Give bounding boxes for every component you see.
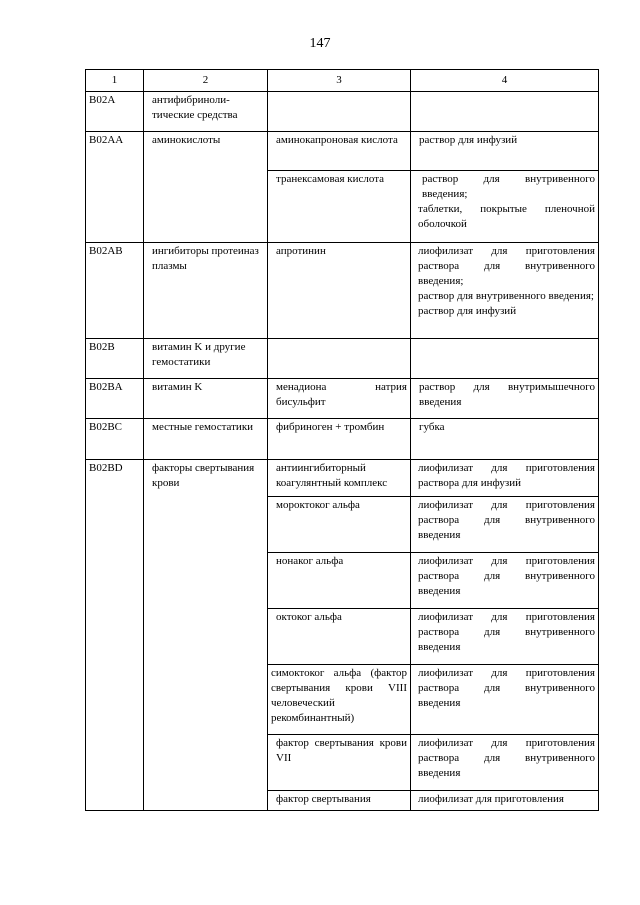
- dosage-form-text: раствор для инфузий: [418, 305, 517, 317]
- group-cell: аминокислоты: [144, 132, 268, 243]
- dosage-form-text: лиофилизат для приготовления: [418, 793, 564, 805]
- dosage-form-cell: [411, 171, 599, 243]
- atc-code-cell: B02BD: [86, 460, 144, 811]
- drug-name-cell: апротинин: [268, 243, 411, 339]
- header-cell-4: 4: [411, 70, 599, 92]
- drug-name-cell: [268, 339, 411, 379]
- dosage-form-text: лиофилизат для приготовления раствора для внутривенного введения: [418, 611, 595, 653]
- dosage-form-text: раствор для внутривенного введения;: [418, 290, 594, 302]
- group-text: антифибриноли- тические средства: [152, 94, 238, 121]
- atc-code-cell: B02AB: [86, 243, 144, 339]
- header-cell-2: 2: [144, 70, 268, 92]
- dosage-form-text: лиофилизат для приготовления раствора для инфузий: [418, 462, 595, 489]
- table-row: [86, 243, 599, 339]
- table-row: [86, 379, 599, 419]
- dosage-form-text: лиофилизат для приготовления раствора для внутривенного введения: [418, 499, 595, 541]
- group-cell: факторы свертывания крови: [144, 460, 268, 811]
- group-cell: витамин K: [144, 379, 268, 419]
- dosage-form-cell: [411, 132, 599, 171]
- dosage-form-cell: [411, 339, 599, 379]
- atc-code-cell: B02A: [86, 92, 144, 132]
- header-cell-3: 3: [268, 70, 411, 92]
- table-row: [86, 132, 599, 171]
- dosage-form-text: таблетки, покрытые пленочной оболочкой: [418, 203, 595, 230]
- drug-name-cell: транексамовая кислота: [268, 171, 411, 243]
- drug-name-cell: антиингибиторный коагулянтный комплекс: [268, 460, 411, 497]
- atc-code-cell: B02BA: [86, 379, 144, 419]
- atc-code-cell: B02B: [86, 339, 144, 379]
- drug-name-cell: октоког альфа: [268, 609, 411, 665]
- table-header-row: [86, 70, 599, 92]
- dosage-form-text: раствор для внутримышечного введения: [419, 381, 595, 408]
- dosage-form-cell: [411, 735, 599, 791]
- drug-name-cell: менадиона натрия бисульфит: [268, 379, 411, 419]
- drug-name-cell: фактор свертывания крови VII: [268, 735, 411, 791]
- drug-name-cell: [268, 92, 411, 132]
- drug-name-cell: фактор свертывания: [268, 791, 411, 811]
- drug-table: [85, 69, 599, 811]
- atc-code-cell: B02BC: [86, 419, 144, 460]
- table-row: [86, 92, 599, 132]
- dosage-form-text: раствор для внутривенного введения;: [422, 173, 595, 200]
- atc-code-cell: B02AA: [86, 132, 144, 243]
- dosage-form-text: лиофилизат для приготовления раствора для внутривенного введения;: [418, 245, 595, 287]
- group-cell: местные гемостатики: [144, 419, 268, 460]
- group-cell: [144, 92, 268, 132]
- drug-name-cell: фибриноген + тромбин: [268, 419, 411, 460]
- dosage-form-cell: [411, 460, 599, 497]
- group-cell: витамин K и другие гемостатики: [144, 339, 268, 379]
- table-row: [86, 339, 599, 379]
- group-cell: ингибиторы протеиназ плазмы: [144, 243, 268, 339]
- dosage-form-text: лиофилизат для приготовления раствора для внутривенного введения: [418, 555, 595, 597]
- dosage-form-cell: [411, 609, 599, 665]
- dosage-form-cell: [411, 243, 599, 339]
- drug-name-cell: симоктоког альфа (фактор свертывания крови VIII человеческий рекомбинантный): [268, 665, 411, 735]
- dosage-form-text: губка: [419, 421, 445, 433]
- header-cell-1: 1: [86, 70, 144, 92]
- table-row: [86, 460, 599, 497]
- table-row: [86, 419, 599, 460]
- dosage-form-cell: [411, 791, 599, 811]
- drug-name-cell: аминокапроновая кислота: [268, 132, 411, 171]
- dosage-form-cell: [411, 379, 599, 419]
- dosage-form-text: лиофилизат для приготовления раствора для внутривенного введения: [418, 667, 595, 709]
- dosage-form-text: раствор для инфузий: [419, 134, 518, 146]
- dosage-form-cell: [411, 665, 599, 735]
- dosage-form-cell: [411, 419, 599, 460]
- drug-name-cell: нонаког альфа: [268, 553, 411, 609]
- dosage-form-cell: [411, 92, 599, 132]
- drug-name-cell: мороктоког альфа: [268, 497, 411, 553]
- dosage-form-text: лиофилизат для приготовления раствора для внутривенного введения: [418, 737, 595, 779]
- dosage-form-cell: [411, 553, 599, 609]
- dosage-form-cell: [411, 497, 599, 553]
- page-number: 147: [309, 36, 331, 51]
